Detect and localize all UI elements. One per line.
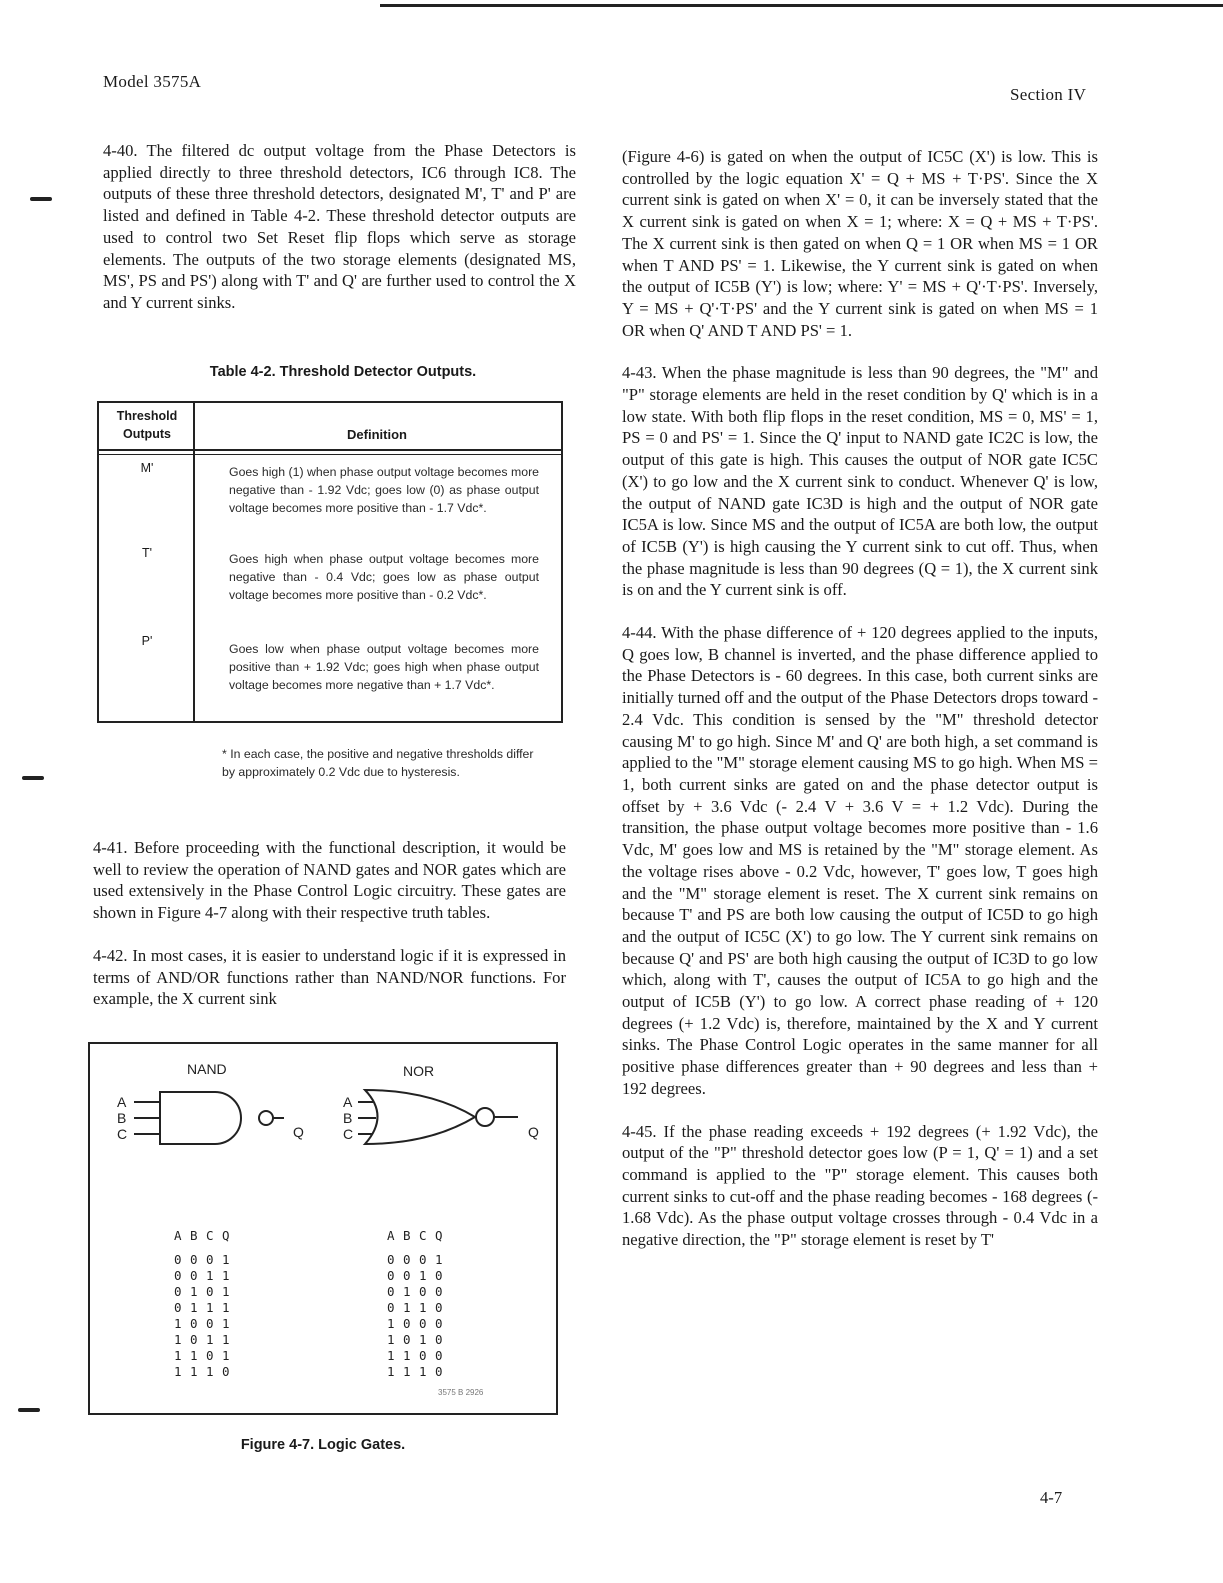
nand-truth-cell: 1 (222, 1268, 230, 1283)
nand-truth-header: A (174, 1228, 182, 1243)
nor-truth-cell: 0 (419, 1348, 427, 1363)
logic-gates-diagram (90, 1044, 556, 1413)
nand-truth-cell: 0 (174, 1300, 182, 1315)
nand-truth-cell: 1 (174, 1316, 182, 1331)
nand-input-b-label: B (117, 1110, 127, 1126)
nand-truth-cell: 1 (190, 1348, 198, 1363)
nor-truth-cell: 1 (419, 1332, 427, 1347)
nand-truth-cell: 1 (222, 1332, 230, 1347)
header-model: Model 3575A (103, 72, 202, 91)
nand-truth-cell: 0 (174, 1252, 182, 1267)
left-column (103, 140, 576, 335)
nor-truth-cell: 0 (435, 1284, 443, 1299)
table-row-name: M' (140, 461, 154, 475)
table-header-rule (99, 449, 561, 451)
nor-truth-cell: 0 (435, 1348, 443, 1363)
nor-truth-cell: 0 (435, 1332, 443, 1347)
nand-truth-cell: 1 (222, 1316, 230, 1331)
nand-truth-cell: 1 (190, 1300, 198, 1315)
nor-truth-cell: 0 (403, 1252, 411, 1267)
nor-truth-cell: 0 (419, 1252, 427, 1267)
nor-truth-cell: 0 (419, 1316, 427, 1331)
table-header-definition: Definition (347, 427, 407, 442)
nand-truth-cell: 1 (174, 1364, 182, 1379)
nand-bubble (259, 1111, 273, 1125)
nand-truth-cell: 0 (190, 1332, 198, 1347)
nand-truth-cell: 1 (222, 1348, 230, 1363)
table-row-definition: Goes high when phase output voltage becomes more negative than - 0.4 Vdc; goes low as phase output voltage becomes more positive than - 0.2 Vdc*. (229, 552, 539, 602)
nor-truth-cell: 1 (403, 1348, 411, 1363)
figure-ref-code: 3575 B 2926 (438, 1388, 484, 1397)
nand-gate-symbol (160, 1092, 241, 1144)
binder-mark (22, 776, 44, 780)
nor-truth-cell: 0 (435, 1300, 443, 1315)
left-column-lower (93, 837, 566, 1031)
nand-truth-cell: 0 (206, 1284, 214, 1299)
nor-truth-cell: 0 (419, 1284, 427, 1299)
table-row-definition: Goes low when phase output voltage becomes more positive than + 1.92 Vdc; goes high when phase output voltage becomes more negative than + 1.7 Vdc*. (229, 642, 539, 692)
nand-truth-cell: 0 (206, 1348, 214, 1363)
nand-truth-cell: 0 (190, 1268, 198, 1283)
right-column (622, 146, 1098, 1272)
top-rule (380, 4, 1223, 7)
nor-truth-header: A (387, 1228, 395, 1243)
nand-truth-cell: 1 (222, 1300, 230, 1315)
table-row-name: T' (141, 546, 153, 560)
nor-bubble (476, 1108, 494, 1126)
nor-truth-cell: 1 (435, 1252, 443, 1267)
nand-input-c-label: C (117, 1126, 128, 1142)
nand-truth-header: Q (222, 1228, 230, 1243)
nand-output-label: Q (293, 1124, 304, 1140)
paragraph-4-42-cont: (Figure 4-6) is gated on when the output of IC5C (X') is low. This is controlled by the logic equation X' = Q + MS + T·PS'. Since the X current sink is gated on when X' = 0, it can be inversely stated that the X current sink is gated on when X = 1; where: X = Q + MS + T·PS'. The X current sink is then gated on when Q = 1 OR when MS = 1 OR when T AND PS' = 1. Likewise, the Y current sink is gated on when the output of IC5B (Y') is low; where: Y' = MS + Q'·T·PS'. Inversely, Y = MS + Q'·T·PS' and the Y current sink is gated on when MS = 1 OR when Q' AND T AND PS' = 1. (622, 147, 1098, 340)
binder-mark (30, 197, 52, 201)
table-footnote: * In each case, the positive and negative thresholds differ by approximately 0.2 Vdc due to hysteresis. (222, 747, 534, 779)
nand-truth-cell: 0 (174, 1284, 182, 1299)
nand-truth-cell: 0 (206, 1252, 214, 1267)
nor-truth-cell: 0 (403, 1268, 411, 1283)
nand-truth-cell: 1 (190, 1284, 198, 1299)
threshold-table (97, 401, 563, 723)
nor-truth-cell: 0 (403, 1316, 411, 1331)
figure-caption: Figure 4-7. Logic Gates. (240, 1437, 406, 1453)
nor-truth-cell: 0 (435, 1316, 443, 1331)
binder-mark (18, 1408, 40, 1412)
table-row-definition: Goes high (1) when phase output voltage becomes more negative than - 1.92 Vdc; goes low (0) as phase output voltage becomes more positive than - 1.7 Vdc*. (229, 465, 539, 515)
nand-truth-cell: 1 (190, 1364, 198, 1379)
table-caption: Table 4-2. Threshold Detector Outputs. (209, 364, 477, 380)
nand-truth-cell: 0 (190, 1316, 198, 1331)
nand-truth-cell: 1 (222, 1284, 230, 1299)
figure-logic-gates (88, 1042, 558, 1415)
paragraph-4-43: 4-43. When the phase magnitude is less than 90 degrees, the "M" and "P" storage elements are held in the reset condition by Q' which is in a low state. With both flip flops in the reset condition, MS = 0, MS' = 1, PS = 0 and PS' = 1. Since the Q' input to NAND gate IC2C is low, the output of this gate is high. This causes the output of NOR gate IC5C (X') to go low and the X current sink to conduct. Whenever Q' is low, the output of NAND gate IC3D is high and the output of NOR gate IC5A is low. Since MS and the output of IC5A are both low, the output of IC5B (Y') is high causing the Y current sink to cut off. Thus, when the phase magnitude is less than 90 degrees (Q = 1), the X current sink is on and the Y current sink is off. (622, 363, 1098, 600)
nand-truth-cell: 0 (174, 1268, 182, 1283)
nor-truth-cell: 1 (403, 1284, 411, 1299)
nor-input-c-label: C (343, 1126, 354, 1142)
page-number: 4-7 (1040, 1488, 1063, 1507)
nand-truth-cell: 1 (206, 1332, 214, 1347)
nand-truth-cell: 1 (206, 1268, 214, 1283)
nand-truth-header: C (206, 1228, 214, 1243)
header-section: Section IV (1010, 85, 1087, 104)
nor-truth-cell: 0 (403, 1332, 411, 1347)
nand-truth-cell: 1 (174, 1348, 182, 1363)
nor-truth-cell: 0 (435, 1364, 443, 1379)
nor-truth-cell: 1 (387, 1364, 395, 1379)
table-row-name: P' (141, 634, 153, 648)
nand-truth-cell: 1 (206, 1300, 214, 1315)
paragraph-4-42: 4-42. In most cases, it is easier to understand logic if it is expressed in terms of AND/OR functions rather than NAND/NOR functions. For example, the X current sink (93, 945, 566, 1009)
nor-truth-cell: 0 (387, 1252, 395, 1267)
paragraph-4-40: 4-40. The filtered dc output voltage from the Phase Detectors is applied directly to three threshold detectors, IC6 through IC8. The outputs of these three threshold detectors, designated M', T' and P' are listed and defined in Table 4-2. These threshold detector outputs are used to control two Set Reset flip flops which serve as storage elements. The outputs of the two storage elements (designated MS, MS', PS and PS') along with T' and Q' are further used to control the X and Y current sinks. (103, 141, 576, 312)
nor-input-b-label: B (343, 1110, 353, 1126)
nor-input-a-label: A (343, 1094, 353, 1110)
nor-label: NOR (403, 1063, 435, 1079)
nand-truth-cell: 1 (206, 1364, 214, 1379)
nor-output-label: Q (528, 1124, 539, 1140)
nand-truth-cell: 1 (222, 1252, 230, 1267)
nor-truth-cell: 1 (387, 1316, 395, 1331)
nor-truth-header: Q (435, 1228, 443, 1243)
nor-truth-cell: 1 (419, 1300, 427, 1315)
nand-truth-header: B (190, 1228, 198, 1243)
nand-label: NAND (187, 1061, 227, 1077)
nor-truth-cell: 1 (387, 1348, 395, 1363)
nor-truth-cell: 0 (435, 1268, 443, 1283)
nand-input-a-label: A (117, 1094, 127, 1110)
nor-truth-cell: 1 (419, 1364, 427, 1379)
nand-truth-cell: 0 (222, 1364, 230, 1379)
nor-gate-symbol (365, 1090, 475, 1144)
nor-truth-cell: 1 (403, 1364, 411, 1379)
paragraph-4-44: 4-44. With the phase difference of + 120 degrees applied to the inputs, Q goes low, B channel is inverted, and the phase difference applied to the Phase Detectors is - 60 degrees. In this case, both current sinks are initially turned off and the output of the Phase Detectors drops toward - 2.4 Vdc. This condition is sensed by the "M" threshold detector causing M' to go high. Since M' and Q' are both high, a set command is applied to the "M" storage element causing MS to go high. When MS = 1, both current sinks are gated on and the phase detector output is offset by + 3.6 Vdc (- 2.4 V + 3.6 V = + 1.2 Vdc). During the transition, the phase output voltage becomes more positive than - 1.6 Vdc, M' goes low and MS is retained by the "M" storage element. As the voltage rises above - 0.2 Vdc, however, T' goes low, T goes high and the "M" storage element is reset. The X current sink remains on because T' and PS are both low causing the output of IC5D to go high and the output of IC5C (X') to go low. The Y current sink remains on because Q' and PS' are both high causing the output of IC3D to go low which, along with T', causes the output of IC5A to go high and the output of IC5B (Y') to go low. A correct phase reading of + 120 degrees (+ 1.2 Vdc) is, therefore, maintained by the X and Y current sinks. The Phase Control Logic operates in the same manner for all positive phase differences greater than + 90 degrees and less than + 192 degrees. (622, 623, 1098, 1098)
nor-truth-header: C (419, 1228, 427, 1243)
nor-truth-cell: 1 (387, 1332, 395, 1347)
nand-truth-cell: 0 (190, 1252, 198, 1267)
table-header-threshold: Threshold Outputs (116, 409, 178, 441)
nor-truth-cell: 0 (387, 1268, 395, 1283)
nor-truth-cell: 1 (403, 1300, 411, 1315)
paragraph-4-45: 4-45. If the phase reading exceeds + 192 degrees (+ 1.92 Vdc), the output of the "P" threshold detector goes low (P = 1, Q' = 1) and a set command is applied to the "P" storage element. This causes both current sinks to cut-off and the phase reading becomes - 168 degrees (- 1.68 Vdc). As the phase output voltage crosses through - 0.4 Vdc in a negative direction, the "P" storage element is reset by T' (622, 1121, 1098, 1250)
table-header-rule (99, 454, 561, 455)
nor-truth-header: B (403, 1228, 411, 1243)
nor-truth-cell: 0 (387, 1300, 395, 1315)
nor-truth-cell: 1 (419, 1268, 427, 1283)
paragraph-4-41: 4-41. Before proceeding with the functional description, it would be well to review the operation of NAND gates and NOR gates which are used extensively in the Phase Control Logic circuitry. These gates are shown in Figure 4-7 along with their respective truth tables. (93, 838, 566, 923)
nor-truth-cell: 0 (387, 1284, 395, 1299)
nand-truth-cell: 1 (174, 1332, 182, 1347)
nand-truth-cell: 0 (206, 1316, 214, 1331)
